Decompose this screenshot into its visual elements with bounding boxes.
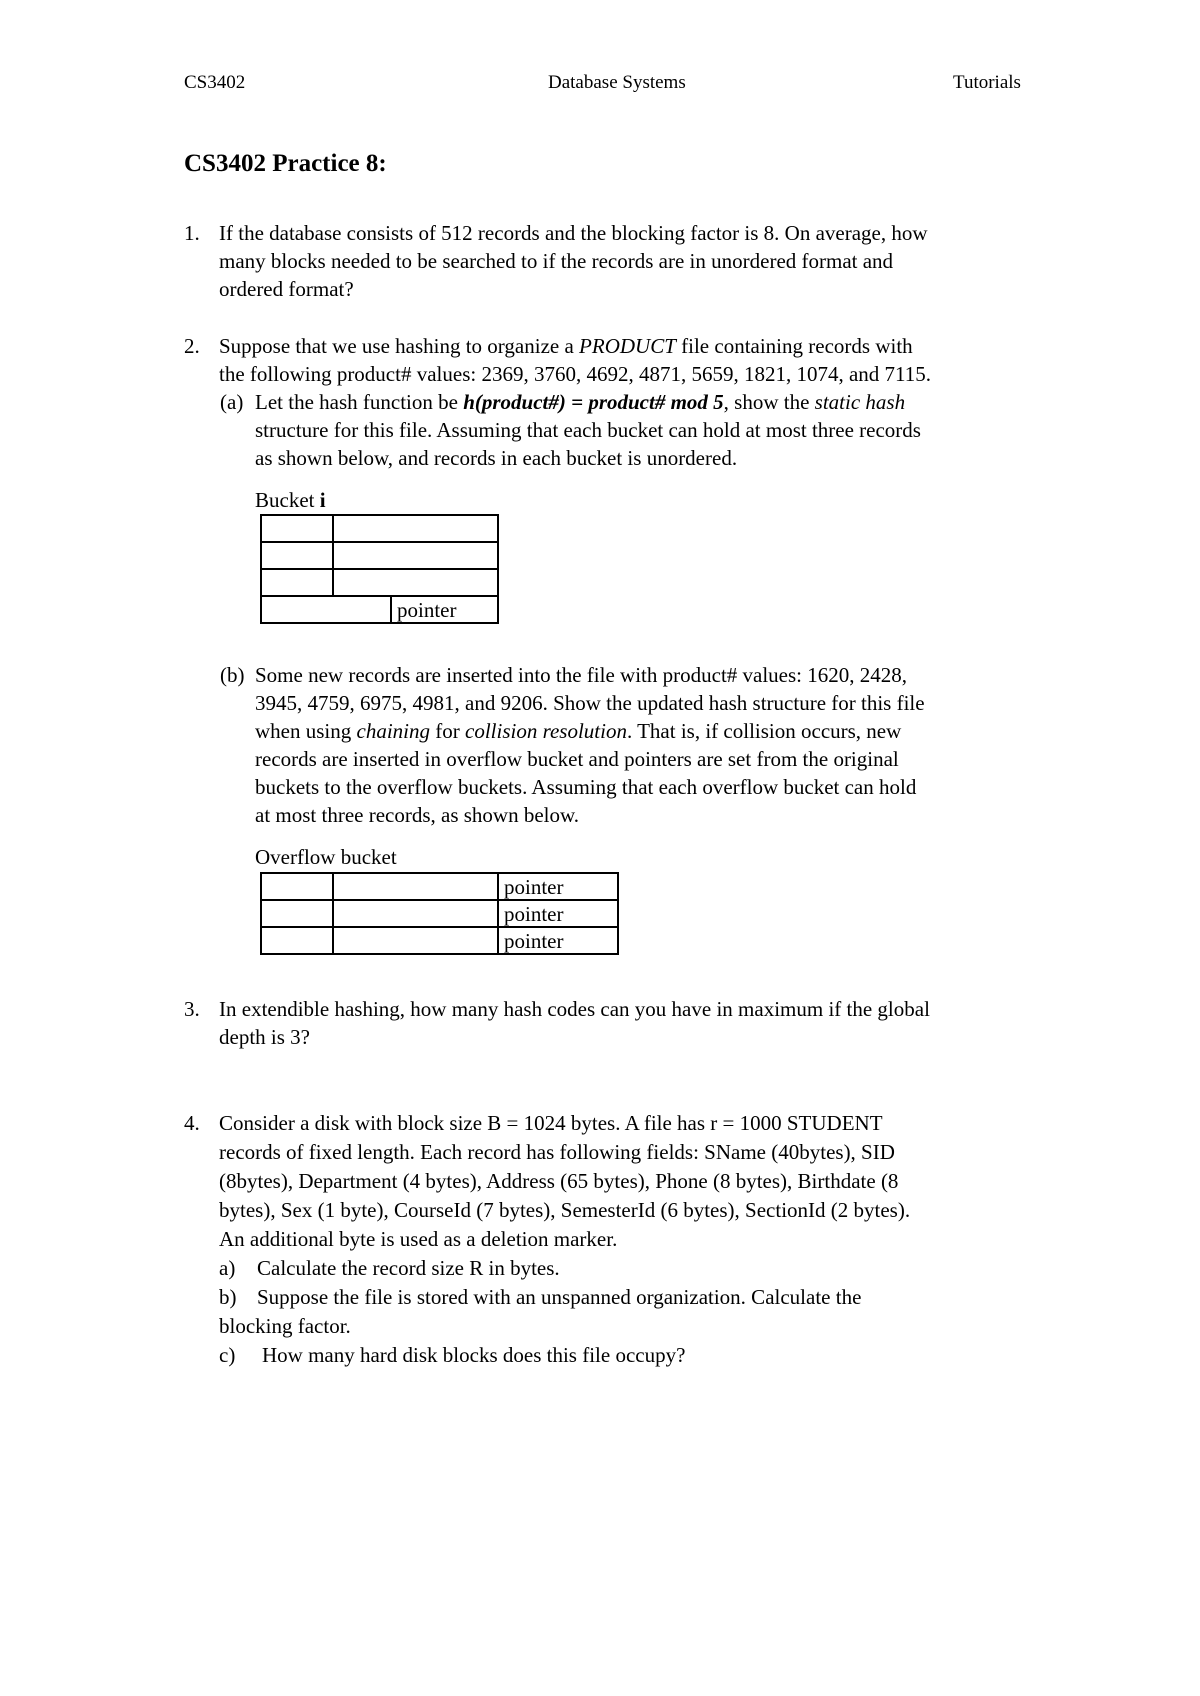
q4-line-4: bytes), Sex (1 byte), CourseId (7 bytes), SemesterId (6 bytes), SectionId (2 bytes). [219,1198,911,1222]
q2b-line-4: records are inserted in overflow bucket and pointers are set from the original [255,747,899,771]
q4b-text-2: blocking factor. [219,1314,351,1338]
q2b-line-3: when using chaining for collision resolution. That is, if collision occurs, new [255,719,902,743]
overflow-pointer-cell: pointer [498,927,618,954]
q3-line-1: In extendible hashing, how many hash codes can you have in maximum if the global [219,997,930,1021]
overflow-pointer-cell: pointer [498,900,618,927]
header-course-code: CS3402 [184,72,246,93]
header-section: Tutorials [953,72,1021,93]
overflow-row [261,900,618,927]
q2b-line-2: 3945, 4759, 6975, 4981, and 9206. Show the updated hash structure for this file [255,691,925,715]
q3-line-2: depth is 3? [219,1025,310,1049]
q3-number: 3. [184,997,200,1021]
q2a-label: (a) [220,390,244,414]
q1-number: 1. [184,221,200,245]
q4-line-5: An additional byte is used as a deletion marker. [219,1227,618,1251]
q4-line-1: Consider a disk with block size B = 1024 bytes. A file has r = 1000 STUDENT [219,1111,883,1135]
q2a-line-3: as shown below, and records in each bucket is unordered. [255,446,738,470]
overflow-pointer-cell: pointer [498,873,618,900]
q2-number: 2. [184,334,200,358]
q4-line-3: (8bytes), Department (4 bytes), Address (65 bytes), Phone (8 bytes), Birthdate (8 [219,1169,899,1193]
q4c-text: How many hard disk blocks does this file occupy? [262,1343,686,1367]
q2b-line-5: buckets to the overflow buckets. Assuming that each overflow bucket can hold [255,775,917,799]
q1-line-3: ordered format? [219,277,354,301]
bucket-record-row [261,569,498,596]
bucket-record-row [261,542,498,569]
overflow-row [261,873,618,900]
bucket-diagram [260,514,499,624]
q2a-line-2: structure for this file. Assuming that each bucket can hold at most three records [255,418,921,442]
overflow-bucket-diagram [260,872,619,955]
q4-line-2: records of fixed length. Each record has following fields: SName (40bytes), SID [219,1140,895,1164]
q2-line-2: the following product# values: 2369, 3760, 4692, 4871, 5659, 1821, 1074, and 7115. [219,362,931,386]
q2-line-1: Suppose that we use hashing to organize a PRODUCT file containing records with [219,334,913,358]
q2b-line-6: at most three records, as shown below. [255,803,580,827]
overflow-row [261,927,618,954]
bucket-pointer-cell: pointer [391,596,498,623]
q4a-label: a) [219,1256,236,1280]
overflow-bucket-label: Overflow bucket [255,845,397,869]
q1-line-1: If the database consists of 512 records and the blocking factor is 8. On average, how [219,221,928,245]
q4b-label: b) [219,1285,237,1309]
bucket-pointer-row [261,596,498,623]
q2a-line-1: Let the hash function be h(product#) = product# mod 5, show the static hash [255,390,906,414]
bucket-label: Bucket i [255,488,326,512]
bucket-record-row [261,515,498,542]
q4b-text: Suppose the file is stored with an unspanned organization. Calculate the [257,1285,862,1309]
q4-number: 4. [184,1111,200,1135]
q1-line-2: many blocks needed to be searched to if the records are in unordered format and [219,249,894,273]
q2b-label: (b) [220,663,245,687]
q2b-line-1: Some new records are inserted into the file with product# values: 1620, 2428, [255,663,908,687]
header-course-title: Database Systems [548,72,686,93]
q4c-label: c) [219,1343,236,1367]
q4a-text: Calculate the record size R in bytes. [257,1256,560,1280]
page-title: CS3402 Practice 8: [184,150,387,177]
